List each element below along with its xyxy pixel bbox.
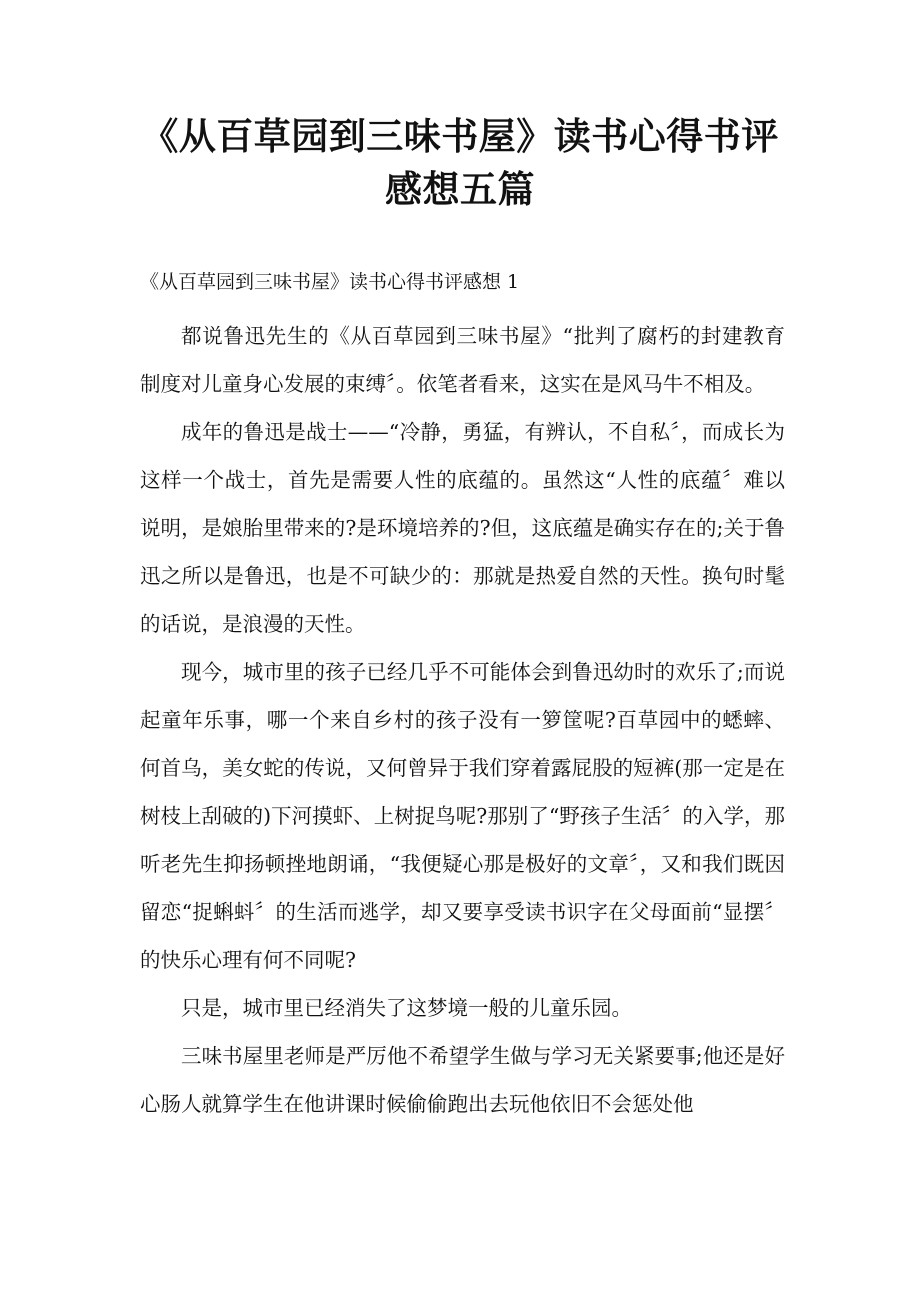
paragraph-4: 只是，城市里已经消失了这梦境一般的儿童乐园。 [181,996,632,1020]
title-line-2: 感想五篇 [385,168,535,211]
document-title [120,110,800,216]
paragraph-2: 成年的鲁迅是战士——“冷静，勇猛，有辨认，不自私〞，而成长为这样一个战士，首先是需要人性的底蕴的。虽然这“人性的底蕴〞难以说明，是娘胎里带来的?是环境培养的?但，这底蕴是确实存在的;关于鲁迅之所以是鲁迅，也是不可缺少的：那就是热爱自然的天性。换句时髦的话说，是浪漫的天性。 [140,420,785,636]
title-line-1: 《从百草园到三味书屋》读书心得书评 [141,115,779,158]
paragraph-1: 都说鲁迅先生的《从百草园到三味书屋》“批判了腐朽的封建教育制度对儿童身心发展的束缚〞。依笔者看来，这实在是风马牛不相及。 [140,324,785,396]
section-heading: 《从百草园到三味书屋》读书心得书评感想 1 [140,271,520,293]
body-text [140,312,785,1128]
paragraph-3: 现今，城市里的孩子已经几乎不可能体会到鲁迅幼时的欢乐了;而说起童年乐事，哪一个来自乡村的孩子没有一箩筐呢?百草园中的蟋蟀、何首乌，美女蛇的传说，又何曾异于我们穿着露屁股的短裤(那一定是在树枝上刮破的)下河摸虾、上树捉鸟呢?那别了“野孩子生活〞的入学，那听老先生抑扬顿挫地朗诵，“我便疑心那是极好的文章〞，又和我们既因留恋“捉蝌蚪〞的生活而逃学，却又要享受读书识字在父母面前“显摆〞的快乐心理有何不同呢? [140,660,785,972]
paragraph-5: 三味书屋里老师是严厉他不希望学生做与学习无关紧要事;他还是好心肠人就算学生在他讲课时候偷偷跑出去玩他依旧不会惩处他 [140,1044,785,1116]
